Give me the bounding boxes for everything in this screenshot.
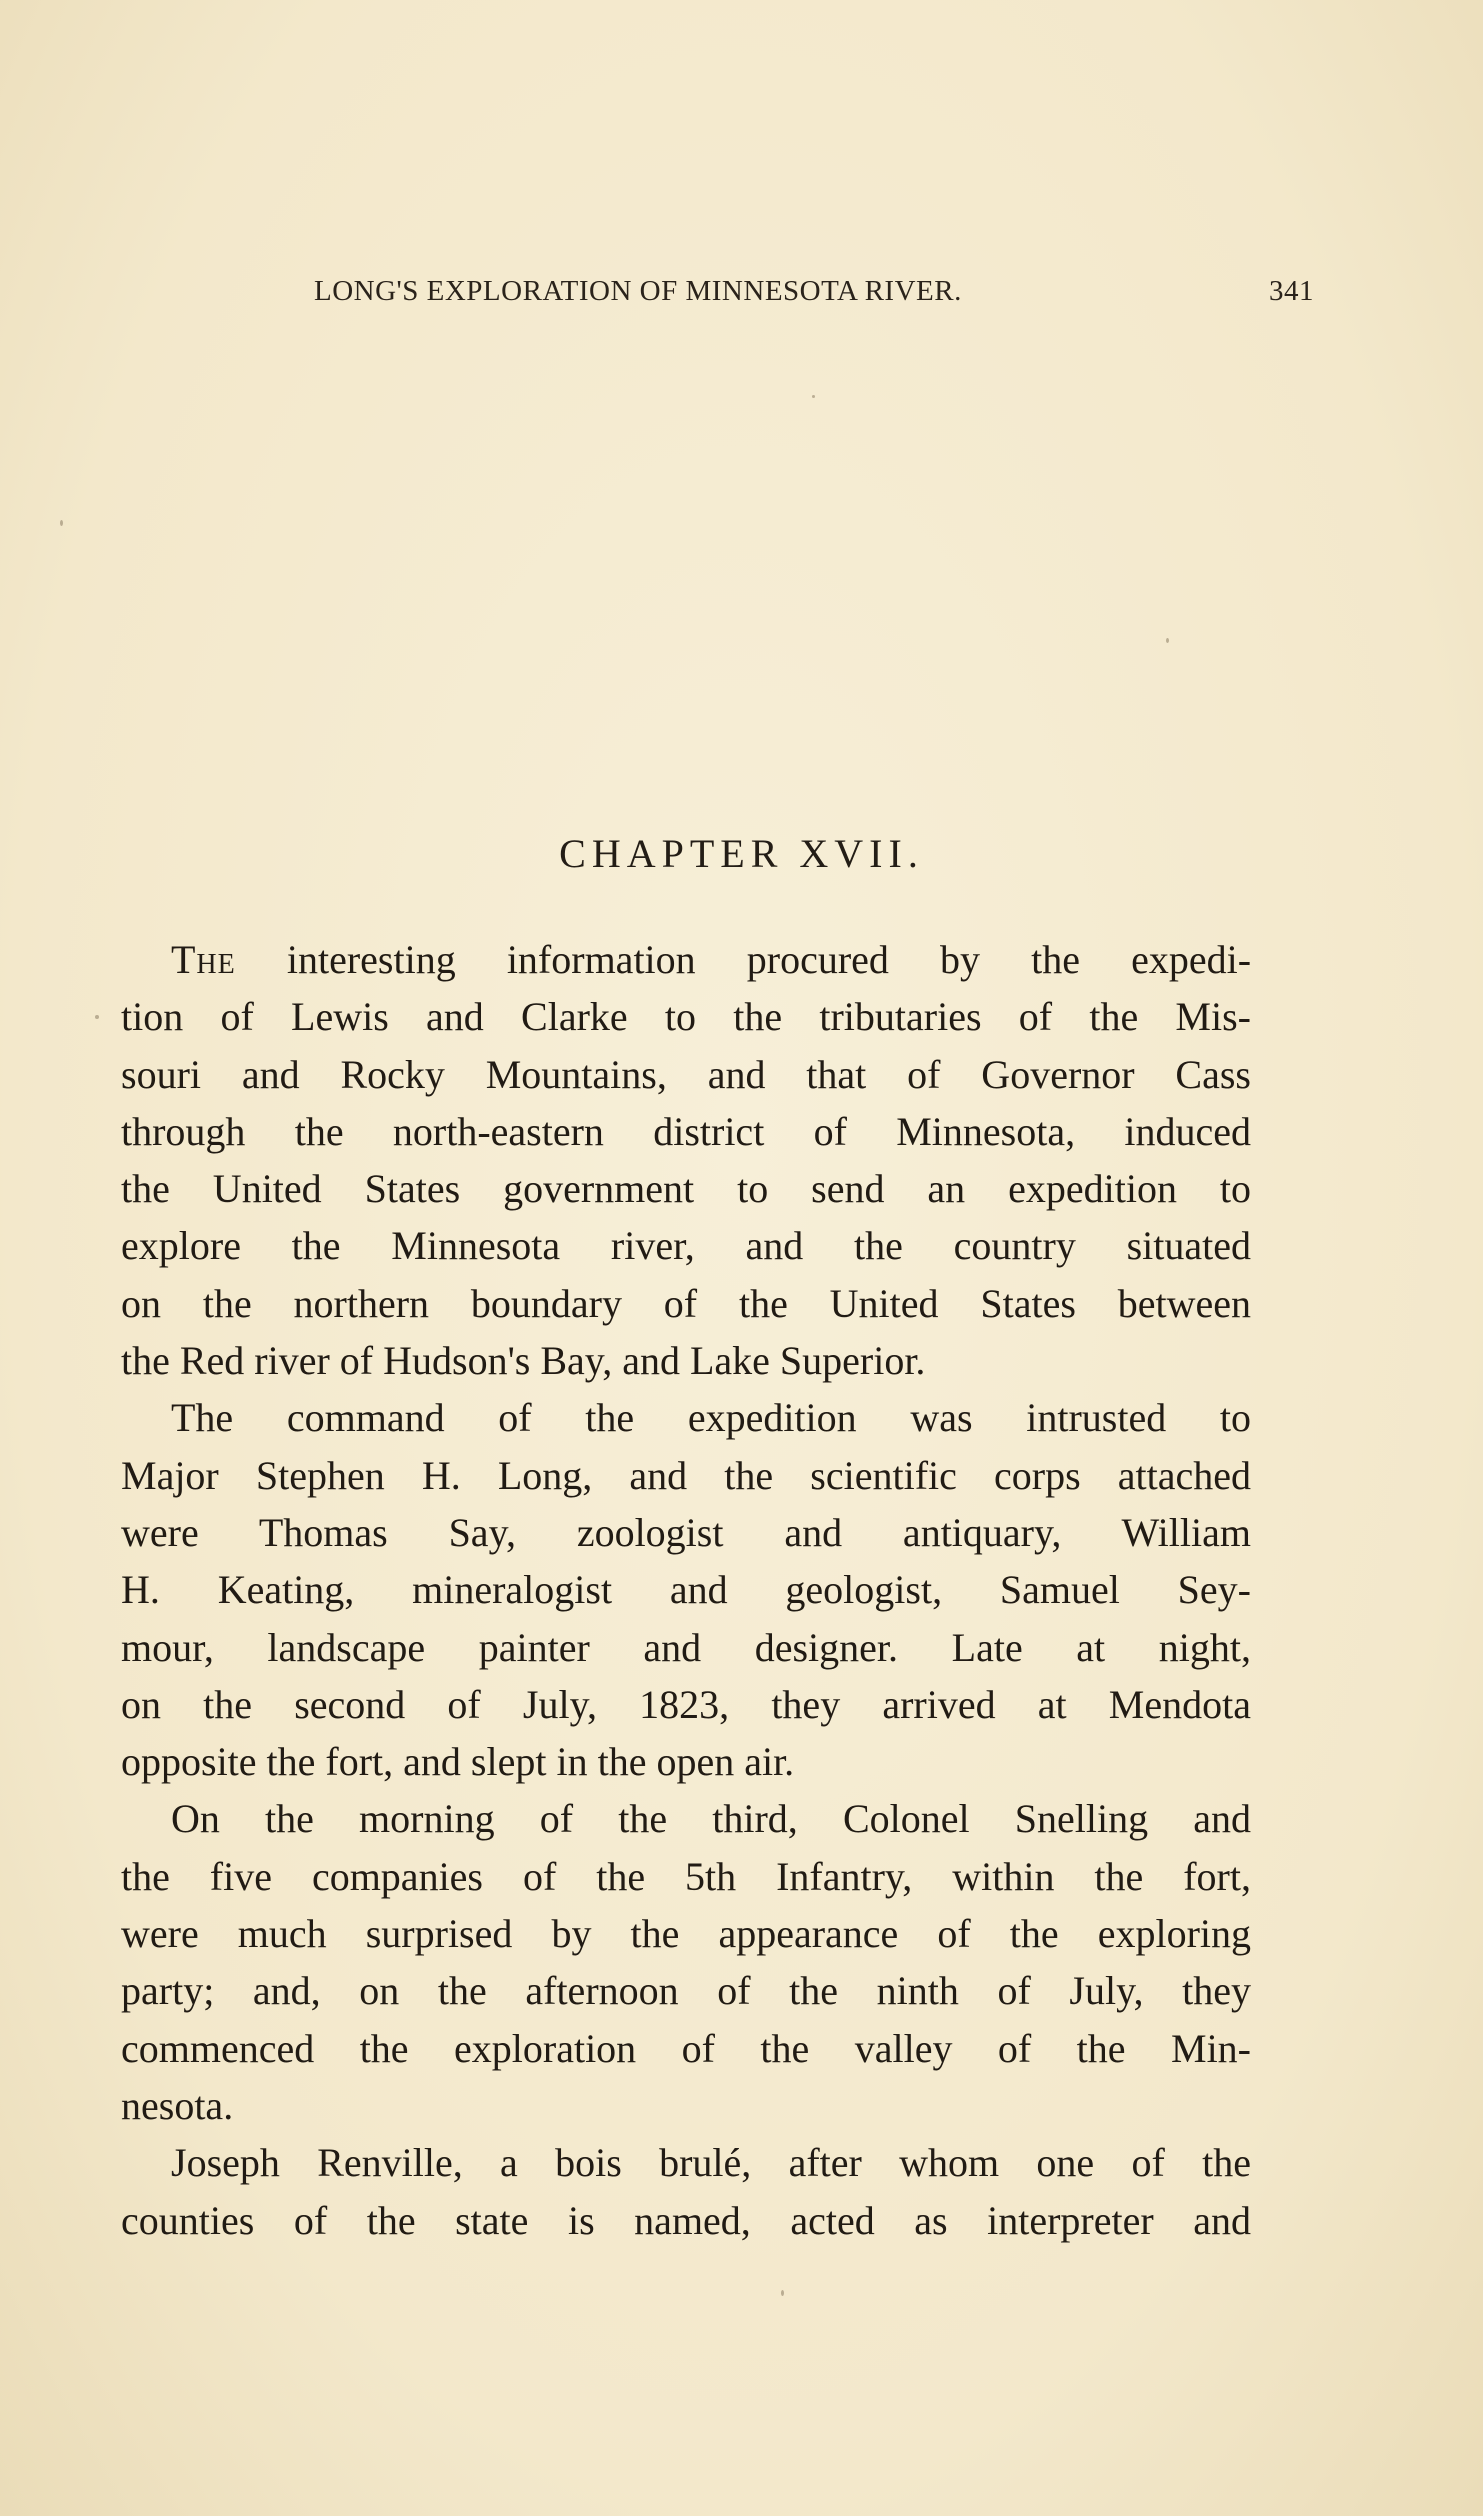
text-line: H. Keating, mineralogist and geologist, Samuel Sey- bbox=[121, 1567, 1251, 1613]
text-line: through the north-eastern district of Minnesota, induced bbox=[121, 1108, 1251, 1154]
running-head bbox=[314, 275, 1314, 315]
text-line: On the morning of the third, Colonel Snelling and bbox=[171, 1796, 1251, 1842]
text-line: opposite the fort, and slept in the open air. bbox=[121, 1739, 795, 1785]
text-line: explore the Minnesota river, and the country situated bbox=[121, 1223, 1251, 1269]
running-title: LONG'S EXPLORATION OF MINNESOTA RIVER. bbox=[314, 275, 962, 307]
text-line: mour, landscape painter and designer. Late at night, bbox=[121, 1624, 1251, 1670]
body-text bbox=[121, 931, 1251, 2249]
paper-speck bbox=[60, 520, 63, 526]
text-line: on the second of July, 1823, they arrived at Mendota bbox=[121, 1681, 1251, 1727]
text-line: The interesting information procured by the expedi- bbox=[171, 937, 1252, 982]
text-line: souri and Rocky Mountains, and that of Governor Cass bbox=[121, 1051, 1251, 1097]
paper-speck bbox=[1166, 638, 1169, 643]
paper-speck bbox=[812, 395, 815, 398]
page-number: 341 bbox=[1269, 275, 1314, 307]
text-line: were Thomas Say, zoologist and antiquary, William bbox=[121, 1509, 1251, 1555]
text-line: party; and, on the afternoon of the ninth of July, they bbox=[121, 1968, 1251, 2014]
text-line: were much surprised by the appearance of the exploring bbox=[121, 1911, 1251, 1957]
paper-speck bbox=[781, 2290, 784, 2296]
paragraph-lead-word: The bbox=[171, 937, 236, 982]
text-line: The command of the expedition was intrusted to bbox=[171, 1395, 1251, 1441]
text-line: the five companies of the 5th Infantry, within the fort, bbox=[121, 1853, 1251, 1899]
text-line: Major Stephen H. Long, and the scientific corps attached bbox=[121, 1452, 1251, 1498]
text-line: nesota. bbox=[121, 2082, 234, 2128]
text-line: counties of the state is named, acted as interpreter and bbox=[121, 2197, 1251, 2243]
text-line: on the northern boundary of the United States between bbox=[121, 1280, 1251, 1326]
paper-speck bbox=[95, 1015, 99, 1019]
chapter-heading: CHAPTER XVII. bbox=[559, 831, 924, 876]
text-line: tion of Lewis and Clarke to the tributaries of the Mis- bbox=[121, 994, 1251, 1040]
text-line: Joseph Renville, a bois brulé, after whom one of the bbox=[171, 2140, 1251, 2186]
text-line: commenced the exploration of the valley of the Min- bbox=[121, 2025, 1251, 2071]
text-line: the Red river of Hudson's Bay, and Lake Superior. bbox=[121, 1338, 926, 1384]
text-line: the United States government to send an expedition to bbox=[121, 1166, 1251, 1212]
